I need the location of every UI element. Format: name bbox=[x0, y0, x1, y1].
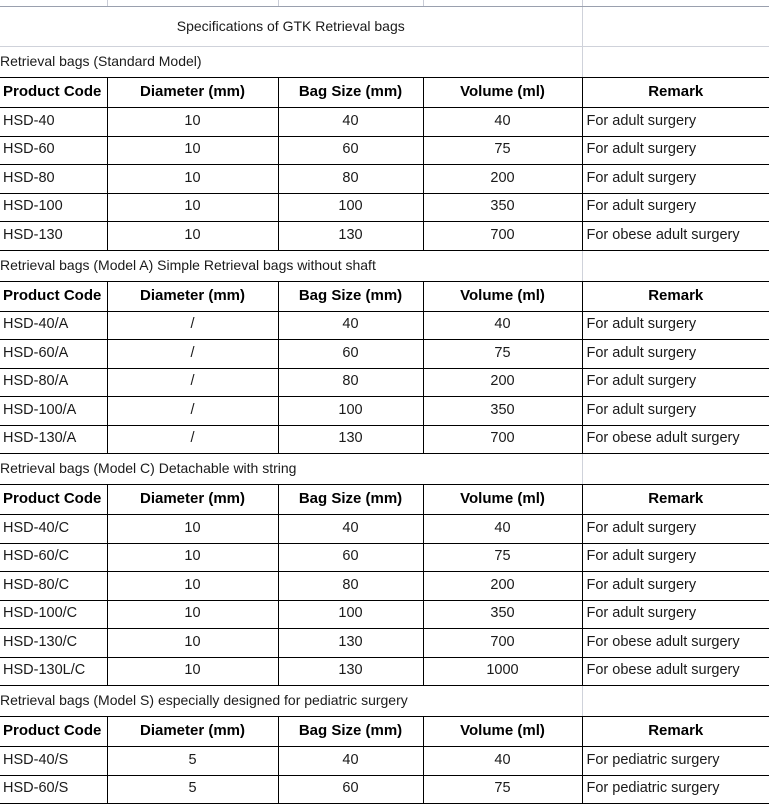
column-header-volume: Volume (ml) bbox=[423, 281, 582, 311]
table-row bbox=[0, 629, 769, 658]
cell-volume: 700 bbox=[423, 425, 582, 454]
cell-product-code: HSD-80 bbox=[0, 165, 107, 194]
table-row bbox=[0, 747, 769, 776]
cell-diameter: 10 bbox=[107, 165, 278, 194]
cell-remark: For adult surgery bbox=[582, 340, 769, 369]
table-row bbox=[0, 572, 769, 601]
cell-bag-size: 130 bbox=[278, 425, 423, 454]
column-header-diameter: Diameter (mm) bbox=[107, 281, 278, 311]
column-header-bag-size: Bag Size (mm) bbox=[278, 78, 423, 108]
cell-diameter: 10 bbox=[107, 629, 278, 658]
cell-product-code: HSD-130L/C bbox=[0, 657, 107, 686]
table-row bbox=[0, 515, 769, 544]
table-row bbox=[0, 543, 769, 572]
cell-product-code: HSD-40/S bbox=[0, 747, 107, 776]
cell-diameter: 5 bbox=[107, 775, 278, 804]
section-row-filler bbox=[582, 250, 769, 281]
cell-diameter: 10 bbox=[107, 657, 278, 686]
cell-remark: For obese adult surgery bbox=[582, 657, 769, 686]
title-row-filler bbox=[582, 7, 769, 47]
cell-remark: For pediatric surgery bbox=[582, 747, 769, 776]
cell-product-code: HSD-100/C bbox=[0, 600, 107, 629]
cell-bag-size: 100 bbox=[278, 397, 423, 426]
cell-volume: 75 bbox=[423, 775, 582, 804]
cell-bag-size: 60 bbox=[278, 340, 423, 369]
column-header-product-code: Product Code bbox=[0, 485, 107, 515]
cell-volume: 40 bbox=[423, 108, 582, 137]
cell-product-code: HSD-130/A bbox=[0, 425, 107, 454]
table-row bbox=[0, 397, 769, 426]
cell-volume: 350 bbox=[423, 397, 582, 426]
cell-remark: For obese adult surgery bbox=[582, 222, 769, 251]
cell-volume: 350 bbox=[423, 193, 582, 222]
cell-bag-size: 130 bbox=[278, 629, 423, 658]
cell-remark: For adult surgery bbox=[582, 311, 769, 340]
cell-volume: 40 bbox=[423, 311, 582, 340]
cell-product-code: HSD-40/C bbox=[0, 515, 107, 544]
cell-diameter: 10 bbox=[107, 515, 278, 544]
column-header-bag-size: Bag Size (mm) bbox=[278, 717, 423, 747]
column-header-volume: Volume (ml) bbox=[423, 78, 582, 108]
column-header-bag-size: Bag Size (mm) bbox=[278, 281, 423, 311]
cell-diameter: / bbox=[107, 368, 278, 397]
column-header-product-code: Product Code bbox=[0, 78, 107, 108]
cell-diameter: 5 bbox=[107, 747, 278, 776]
cell-volume: 700 bbox=[423, 629, 582, 658]
table-row bbox=[0, 600, 769, 629]
column-header-row bbox=[0, 717, 769, 747]
cell-product-code: HSD-60/S bbox=[0, 775, 107, 804]
cell-diameter: 10 bbox=[107, 572, 278, 601]
section-heading-row bbox=[0, 250, 769, 281]
section-heading-3: Retrieval bags (Model S) especially designed for pediatric surgery bbox=[0, 686, 582, 717]
column-header-product-code: Product Code bbox=[0, 717, 107, 747]
cell-diameter: / bbox=[107, 425, 278, 454]
column-header-diameter: Diameter (mm) bbox=[107, 717, 278, 747]
cell-product-code: HSD-130/C bbox=[0, 629, 107, 658]
table-row bbox=[0, 311, 769, 340]
cell-diameter: / bbox=[107, 340, 278, 369]
cell-remark: For adult surgery bbox=[582, 600, 769, 629]
section-row-filler bbox=[582, 686, 769, 717]
cell-diameter: 10 bbox=[107, 600, 278, 629]
cell-product-code: HSD-130 bbox=[0, 222, 107, 251]
cell-diameter: 10 bbox=[107, 543, 278, 572]
cell-diameter: 10 bbox=[107, 193, 278, 222]
cell-product-code: HSD-40 bbox=[0, 108, 107, 137]
cell-bag-size: 40 bbox=[278, 515, 423, 544]
table-row bbox=[0, 136, 769, 165]
page-title: Specifications of GTK Retrieval bags bbox=[0, 7, 582, 47]
column-header-volume: Volume (ml) bbox=[423, 485, 582, 515]
cell-bag-size: 60 bbox=[278, 543, 423, 572]
cell-bag-size: 80 bbox=[278, 572, 423, 601]
table-row bbox=[0, 775, 769, 804]
cell-remark: For adult surgery bbox=[582, 165, 769, 194]
cell-product-code: HSD-80/A bbox=[0, 368, 107, 397]
section-row-filler bbox=[582, 454, 769, 485]
column-header-diameter: Diameter (mm) bbox=[107, 78, 278, 108]
column-header-bag-size: Bag Size (mm) bbox=[278, 485, 423, 515]
cell-product-code: HSD-100 bbox=[0, 193, 107, 222]
table-row bbox=[0, 657, 769, 686]
column-header-row bbox=[0, 485, 769, 515]
cell-remark: For adult surgery bbox=[582, 397, 769, 426]
cell-volume: 700 bbox=[423, 222, 582, 251]
cell-diameter: / bbox=[107, 397, 278, 426]
cell-volume: 40 bbox=[423, 747, 582, 776]
cell-diameter: 10 bbox=[107, 222, 278, 251]
cell-remark: For adult surgery bbox=[582, 368, 769, 397]
cell-remark: For adult surgery bbox=[582, 543, 769, 572]
cell-remark: For obese adult surgery bbox=[582, 425, 769, 454]
cell-bag-size: 40 bbox=[278, 747, 423, 776]
section-heading-row bbox=[0, 686, 769, 717]
cell-volume: 200 bbox=[423, 165, 582, 194]
cell-bag-size: 130 bbox=[278, 657, 423, 686]
cell-remark: For adult surgery bbox=[582, 108, 769, 137]
column-header-row bbox=[0, 78, 769, 108]
cell-bag-size: 100 bbox=[278, 600, 423, 629]
cell-bag-size: 60 bbox=[278, 136, 423, 165]
cell-volume: 75 bbox=[423, 340, 582, 369]
cell-product-code: HSD-60 bbox=[0, 136, 107, 165]
section-row-filler bbox=[582, 47, 769, 78]
table-row bbox=[0, 368, 769, 397]
cell-bag-size: 40 bbox=[278, 108, 423, 137]
column-header-row bbox=[0, 281, 769, 311]
section-heading-row bbox=[0, 454, 769, 485]
table-row bbox=[0, 340, 769, 369]
table-row bbox=[0, 193, 769, 222]
section-heading-0: Retrieval bags (Standard Model) bbox=[0, 47, 582, 78]
cell-bag-size: 80 bbox=[278, 368, 423, 397]
cell-product-code: HSD-60/A bbox=[0, 340, 107, 369]
cell-bag-size: 130 bbox=[278, 222, 423, 251]
cell-remark: For adult surgery bbox=[582, 572, 769, 601]
cell-volume: 200 bbox=[423, 572, 582, 601]
cell-volume: 1000 bbox=[423, 657, 582, 686]
column-header-remark: Remark bbox=[582, 78, 769, 108]
column-header-product-code: Product Code bbox=[0, 281, 107, 311]
column-header-volume: Volume (ml) bbox=[423, 717, 582, 747]
section-heading-1: Retrieval bags (Model A) Simple Retrieval bags without shaft bbox=[0, 250, 582, 281]
table-row bbox=[0, 165, 769, 194]
cell-diameter: 10 bbox=[107, 136, 278, 165]
cell-product-code: HSD-100/A bbox=[0, 397, 107, 426]
cell-remark: For obese adult surgery bbox=[582, 629, 769, 658]
table-row bbox=[0, 108, 769, 137]
cell-product-code: HSD-60/C bbox=[0, 543, 107, 572]
column-header-remark: Remark bbox=[582, 717, 769, 747]
section-heading-row bbox=[0, 47, 769, 78]
cell-diameter: / bbox=[107, 311, 278, 340]
cell-product-code: HSD-40/A bbox=[0, 311, 107, 340]
cell-remark: For adult surgery bbox=[582, 136, 769, 165]
cell-volume: 40 bbox=[423, 515, 582, 544]
cell-bag-size: 40 bbox=[278, 311, 423, 340]
section-heading-2: Retrieval bags (Model C) Detachable with string bbox=[0, 454, 582, 485]
cell-diameter: 10 bbox=[107, 108, 278, 137]
cell-remark: For adult surgery bbox=[582, 193, 769, 222]
cell-remark: For adult surgery bbox=[582, 515, 769, 544]
column-header-diameter: Diameter (mm) bbox=[107, 485, 278, 515]
cell-volume: 200 bbox=[423, 368, 582, 397]
table-row bbox=[0, 425, 769, 454]
document-title-row bbox=[0, 7, 769, 47]
cell-bag-size: 60 bbox=[278, 775, 423, 804]
column-header-remark: Remark bbox=[582, 485, 769, 515]
cell-product-code: HSD-80/C bbox=[0, 572, 107, 601]
column-header-remark: Remark bbox=[582, 281, 769, 311]
table-row bbox=[0, 222, 769, 251]
cell-bag-size: 80 bbox=[278, 165, 423, 194]
cell-bag-size: 100 bbox=[278, 193, 423, 222]
cell-volume: 75 bbox=[423, 543, 582, 572]
cell-volume: 350 bbox=[423, 600, 582, 629]
cell-volume: 75 bbox=[423, 136, 582, 165]
cell-remark: For pediatric surgery bbox=[582, 775, 769, 804]
